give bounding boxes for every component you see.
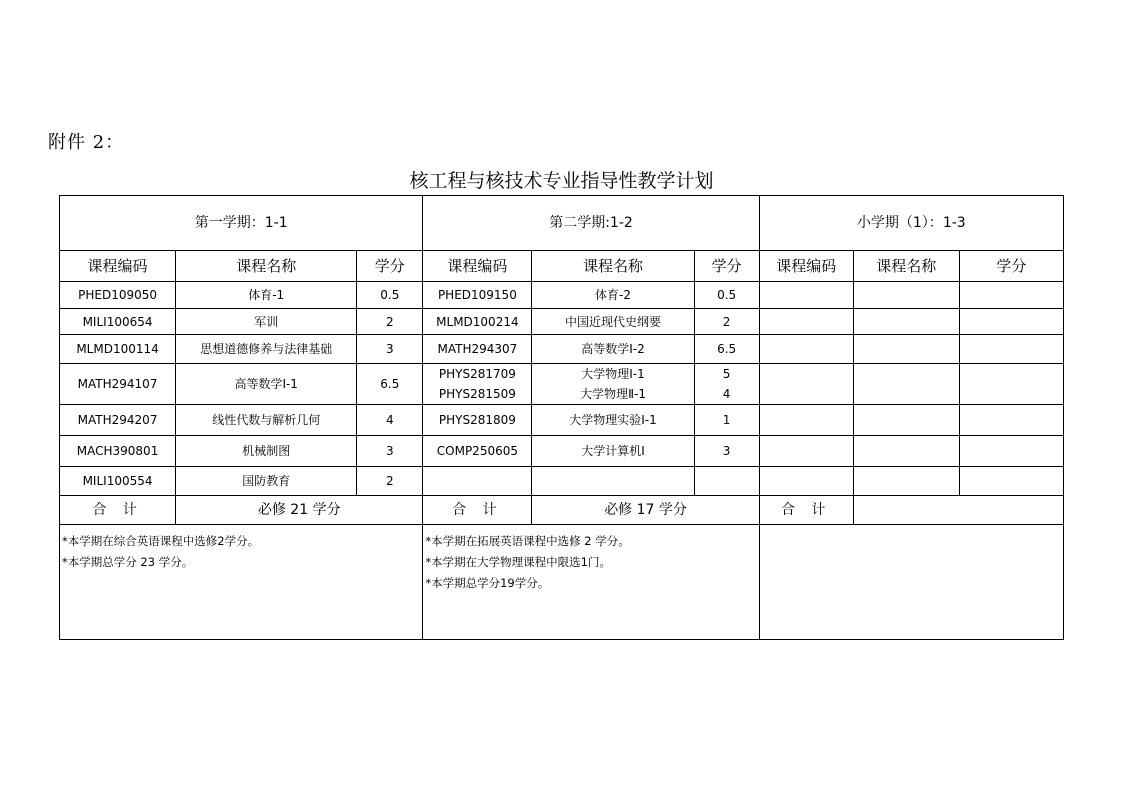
course-credit: 0.5 <box>694 282 759 309</box>
table-row <box>60 405 1064 436</box>
empty-cell <box>959 335 1063 364</box>
summer-semester-heading: 小学期（1）：1-3 <box>759 196 1063 251</box>
empty-cell <box>853 405 959 436</box>
course-code: MLMD100114 <box>60 335 176 364</box>
course-credit: 6.5 <box>357 364 423 405</box>
total-label: 合 计 <box>423 496 532 525</box>
course-code: PHYS281809 <box>423 405 532 436</box>
col-header-credit: 学分 <box>694 251 759 282</box>
col-header-name: 课程名称 <box>853 251 959 282</box>
empty-cell <box>759 405 853 436</box>
course-name: 机械制图 <box>176 436 357 467</box>
semester-1-notes <box>60 525 423 640</box>
course-code: MACH390801 <box>60 436 176 467</box>
semester-header-row <box>60 196 1064 251</box>
course-name-stack <box>532 364 694 405</box>
course-name: 线性代数与解析几何 <box>176 405 357 436</box>
course-code: PHED109150 <box>423 282 532 309</box>
empty-cell <box>959 364 1063 405</box>
course-code: MATH294207 <box>60 405 176 436</box>
summer-semester-notes <box>759 525 1063 640</box>
empty-cell <box>759 335 853 364</box>
page-title: 核工程与核技术专业指导性教学计划 <box>409 170 714 192</box>
course-code: MATH294107 <box>60 364 176 405</box>
course-name: 国防教育 <box>176 467 357 496</box>
table-row <box>60 364 1064 405</box>
empty-cell <box>759 364 853 405</box>
note-line: *本学期在综合英语课程中选修2学分。 <box>62 534 260 548</box>
course-name: 大学计算机Ⅰ <box>532 436 694 467</box>
empty-cell <box>853 282 959 309</box>
course-code: MILI100554 <box>60 467 176 496</box>
summer-semester-total <box>853 496 1063 525</box>
empty-cell <box>959 282 1063 309</box>
empty-cell <box>759 309 853 335</box>
course-code: MLMD100214 <box>423 309 532 335</box>
course-code: COMP250605 <box>423 436 532 467</box>
attachment-label: 附件 2： <box>48 132 125 153</box>
course-code: PHYS281509 <box>438 387 516 401</box>
empty-cell <box>423 467 532 496</box>
empty-cell <box>853 309 959 335</box>
empty-cell <box>759 467 853 496</box>
total-label: 合 计 <box>759 496 853 525</box>
course-credit: 5 <box>722 367 731 381</box>
col-header-credit: 学分 <box>357 251 423 282</box>
course-name: 高等数学Ⅰ-2 <box>532 335 694 364</box>
empty-cell <box>759 282 853 309</box>
course-name: 军训 <box>176 309 357 335</box>
course-credit: 3 <box>694 436 759 467</box>
empty-cell <box>959 467 1063 496</box>
course-name: 大学物理实验Ⅰ-1 <box>532 405 694 436</box>
course-credit: 1 <box>694 405 759 436</box>
empty-cell <box>853 364 959 405</box>
course-name: 大学物理Ⅰ-1 <box>581 367 645 381</box>
course-credit: 4 <box>722 387 731 401</box>
empty-cell <box>853 436 959 467</box>
course-credit: 2 <box>357 467 423 496</box>
semester-1-heading: 第一学期：1-1 <box>60 196 423 251</box>
col-header-code: 课程编码 <box>423 251 532 282</box>
totals-row <box>60 496 1064 525</box>
col-header-name: 课程名称 <box>176 251 357 282</box>
note-line: *本学期总学分 23 学分。 <box>62 555 194 569</box>
column-header-row <box>60 251 1064 282</box>
empty-cell <box>853 467 959 496</box>
course-credit: 6.5 <box>694 335 759 364</box>
table-row <box>60 309 1064 335</box>
empty-cell <box>853 335 959 364</box>
course-credit: 0.5 <box>357 282 423 309</box>
course-name: 体育-2 <box>532 282 694 309</box>
notes-row <box>60 525 1064 640</box>
course-credit-stack <box>694 364 759 405</box>
empty-cell <box>532 467 694 496</box>
col-header-code: 课程编码 <box>60 251 176 282</box>
course-credit: 3 <box>357 436 423 467</box>
empty-cell <box>959 309 1063 335</box>
semester-1-total: 必修 21 学分 <box>176 496 423 525</box>
empty-cell <box>759 436 853 467</box>
empty-cell <box>694 467 759 496</box>
table-row <box>60 335 1064 364</box>
course-name: 大学物理Ⅱ-1 <box>580 387 646 401</box>
col-header-code: 课程编码 <box>759 251 853 282</box>
course-credit: 4 <box>357 405 423 436</box>
col-header-name: 课程名称 <box>532 251 694 282</box>
course-code: MATH294307 <box>423 335 532 364</box>
course-code: PHED109050 <box>60 282 176 309</box>
empty-cell <box>959 436 1063 467</box>
course-name: 中国近现代史纲要 <box>532 309 694 335</box>
table-row <box>60 436 1064 467</box>
col-header-credit: 学分 <box>959 251 1063 282</box>
course-credit: 2 <box>694 309 759 335</box>
note-line: *本学期总学分19学分。 <box>425 576 550 590</box>
semester-2-total: 必修 17 学分 <box>532 496 759 525</box>
total-label: 合 计 <box>60 496 176 525</box>
teaching-plan-table <box>59 195 1064 640</box>
note-line: *本学期在大学物理课程中限选1门。 <box>425 555 611 569</box>
semester-2-notes <box>423 525 759 640</box>
course-code: MILI100654 <box>60 309 176 335</box>
empty-cell <box>959 405 1063 436</box>
course-name: 高等数学Ⅰ-1 <box>176 364 357 405</box>
course-credit: 3 <box>357 335 423 364</box>
course-name: 思想道德修养与法律基础 <box>176 335 357 364</box>
course-code: PHYS281709 <box>438 367 516 381</box>
table-row <box>60 467 1064 496</box>
course-credit: 2 <box>357 309 423 335</box>
note-line: *本学期在拓展英语课程中选修 2 学分。 <box>425 534 630 548</box>
table-row <box>60 282 1064 309</box>
course-code-stack <box>423 364 532 405</box>
semester-2-heading: 第二学期:1-2 <box>423 196 759 251</box>
course-name: 体育-1 <box>176 282 357 309</box>
